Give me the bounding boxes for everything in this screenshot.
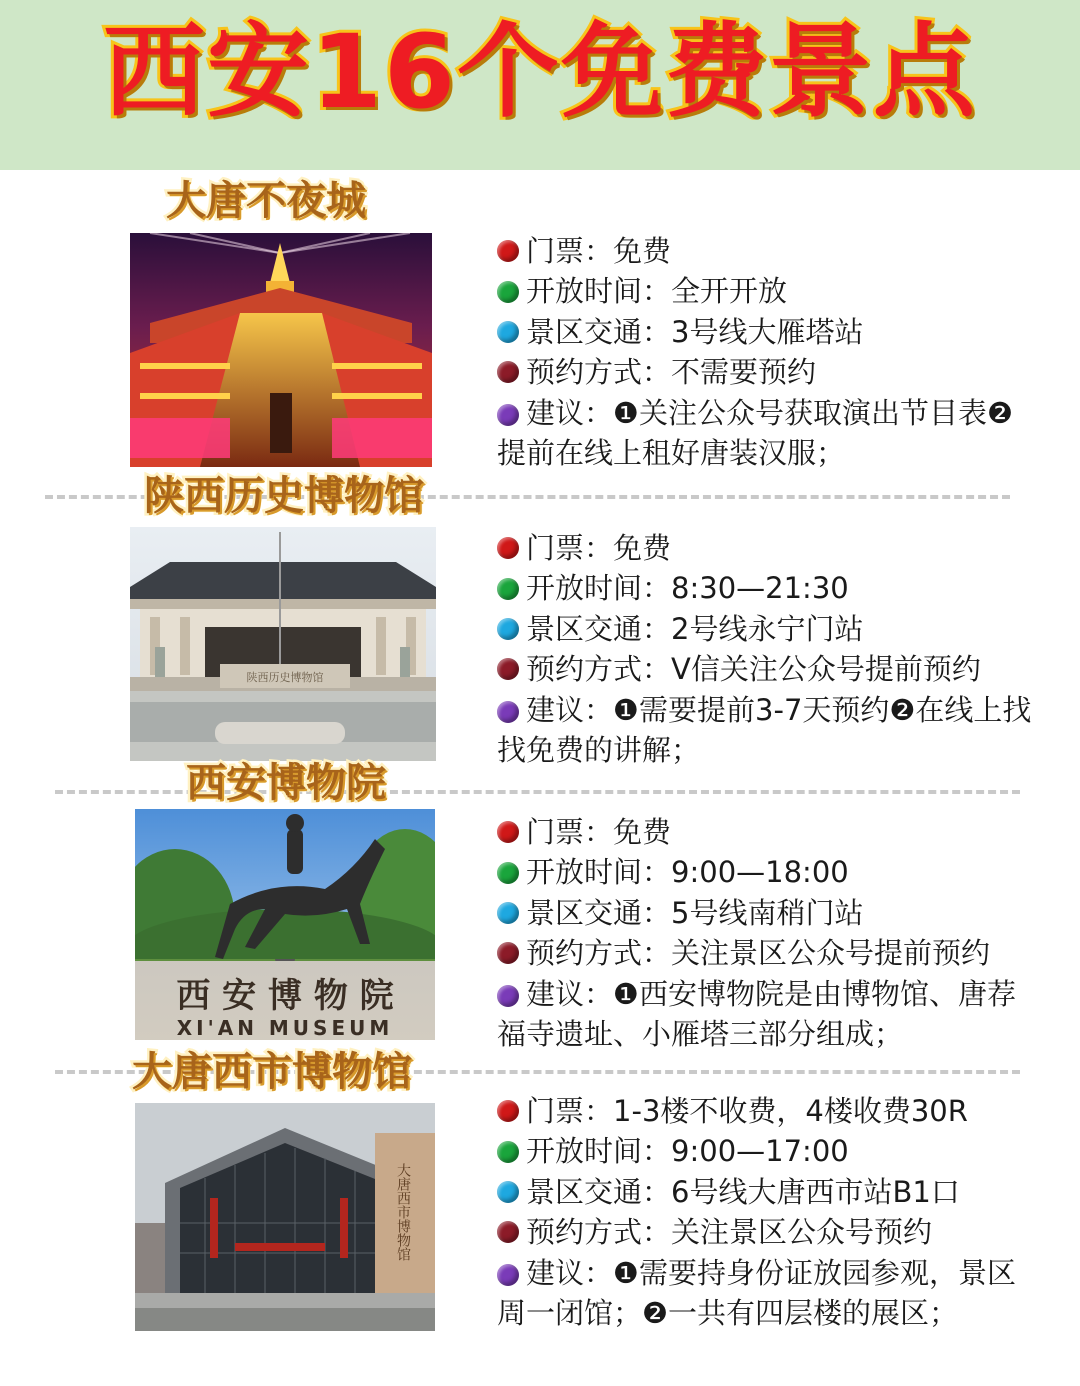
ticket-label: 门票 <box>526 815 585 849</box>
page-title: 西安16个免费景点 <box>103 13 977 132</box>
label-separator: ： <box>642 1134 672 1169</box>
section-info-shaanxi-history-museum <box>497 528 1037 770</box>
hours-value: 9:00—18:00 <box>671 855 849 890</box>
hours-label: 开放时间 <box>526 855 643 890</box>
section-title-datang-xishi-museum: 大唐西市博物馆 <box>132 1049 412 1095</box>
transit-row <box>497 312 1037 352</box>
facade-vertical-text: 大唐西市博物馆 <box>395 1163 411 1261</box>
transit-label: 景区交通 <box>526 611 643 646</box>
hours-label: 开放时间 <box>526 274 643 309</box>
label-separator: ： <box>642 274 672 309</box>
maroon-dot-icon <box>497 658 519 680</box>
ticket-row <box>497 1091 1037 1131</box>
advice-value: ❶需要持身份证放园参观，景区周一闭馆；❷一共有四层楼的展区； <box>497 1255 1017 1330</box>
hours-row <box>497 271 1037 311</box>
museum-sign-en: XI'AN MUSEUM <box>176 1016 394 1040</box>
advice-label: 建议 <box>526 1255 585 1290</box>
ticket-value: 免费 <box>613 531 672 565</box>
datang-xishi-museum-photo <box>135 1103 435 1331</box>
label-separator: ： <box>642 1215 672 1250</box>
advice-row <box>497 393 1037 474</box>
transit-value: 5号线南稍门站 <box>671 895 864 930</box>
label-separator: ： <box>584 976 614 1011</box>
xian-museum-photo <box>135 809 435 1040</box>
transit-value: 2号线永宁门站 <box>671 611 864 646</box>
hours-row <box>497 568 1037 608</box>
red-dot-icon <box>497 821 519 843</box>
red-dot-icon <box>497 537 519 559</box>
booking-row <box>497 352 1037 392</box>
label-separator: ： <box>642 571 672 606</box>
ticket-row <box>497 231 1037 271</box>
blue-dot-icon <box>497 618 519 640</box>
hours-label: 开放时间 <box>526 571 643 606</box>
hours-value: 8:30—21:30 <box>671 571 849 606</box>
datang-buyecheng-photo <box>130 233 432 467</box>
label-separator: ： <box>642 895 672 930</box>
advice-value: ❶关注公众号获取演出节目表❷提前在线上租好唐装汉服； <box>497 395 1014 470</box>
section-info-xian-museum <box>497 812 1037 1054</box>
booking-row <box>497 933 1037 973</box>
advice-value: ❶西安博物院是由博物馆、唐荐福寺遗址、小雁塔三部分组成； <box>497 976 1017 1051</box>
label-separator: ： <box>584 1255 614 1290</box>
blue-dot-icon <box>497 321 519 343</box>
ticket-row <box>497 812 1037 852</box>
transit-label: 景区交通 <box>526 314 643 349</box>
hours-value: 全开开放 <box>671 274 788 309</box>
blue-dot-icon <box>497 1181 519 1203</box>
night-city-illustration <box>130 233 432 467</box>
booking-label: 预约方式 <box>526 936 643 971</box>
booking-value: 关注景区公众号预约 <box>671 1215 933 1250</box>
advice-label: 建议 <box>526 692 585 727</box>
ticket-value: 免费 <box>613 815 672 849</box>
booking-row <box>497 649 1037 689</box>
booking-value: 不需要预约 <box>671 355 817 390</box>
section-info-datang-buyecheng <box>497 231 1037 473</box>
transit-row <box>497 893 1037 933</box>
museum-building-illustration <box>130 527 436 761</box>
red-dot-icon <box>497 1100 519 1122</box>
booking-label: 预约方式 <box>526 355 643 390</box>
booking-row <box>497 1212 1037 1252</box>
green-dot-icon <box>497 1141 519 1163</box>
booking-label: 预约方式 <box>526 1215 643 1250</box>
label-separator: ： <box>642 1174 672 1209</box>
ticket-label: 门票 <box>526 234 585 268</box>
hours-label: 开放时间 <box>526 1134 643 1169</box>
shaanxi-history-museum-photo <box>130 527 436 761</box>
red-dot-icon <box>497 240 519 262</box>
label-separator: ： <box>642 936 672 971</box>
purple-dot-icon <box>497 985 519 1007</box>
hours-row <box>497 852 1037 892</box>
label-separator: ： <box>584 692 614 727</box>
hours-value: 9:00—17:00 <box>671 1134 849 1169</box>
advice-row <box>497 1253 1037 1334</box>
transit-value: 6号线大唐西市站B1口 <box>671 1174 960 1209</box>
section-title-xian-museum: 西安博物院 <box>186 760 386 806</box>
label-separator: ： <box>642 314 672 349</box>
section-info-datang-xishi-museum <box>497 1091 1037 1333</box>
green-dot-icon <box>497 862 519 884</box>
label-separator: ： <box>642 855 672 890</box>
label-separator: ： <box>584 531 614 565</box>
maroon-dot-icon <box>497 1221 519 1243</box>
blue-dot-icon <box>497 902 519 924</box>
purple-dot-icon <box>497 1264 519 1286</box>
booking-label: 预约方式 <box>526 652 643 687</box>
section-title-datang-buyecheng: 大唐不夜城 <box>166 178 366 224</box>
label-separator: ： <box>584 395 614 430</box>
advice-value: ❶需要提前3-7天预约❷在线上找找免费的讲解； <box>497 692 1032 767</box>
booking-value: V信关注公众号提前预约 <box>671 652 981 687</box>
label-separator: ： <box>642 355 672 390</box>
label-separator: ： <box>642 611 672 646</box>
advice-row <box>497 974 1037 1055</box>
transit-value: 3号线大雁塔站 <box>671 314 864 349</box>
ticket-value: 免费 <box>613 234 672 268</box>
transit-row <box>497 1172 1037 1212</box>
transit-label: 景区交通 <box>526 1174 643 1209</box>
label-separator: ： <box>584 234 614 268</box>
ticket-value: 1-3楼不收费，4楼收费30R <box>613 1094 968 1128</box>
advice-label: 建议 <box>526 395 585 430</box>
modern-museum-illustration <box>135 1103 435 1331</box>
purple-dot-icon <box>497 701 519 723</box>
green-dot-icon <box>497 281 519 303</box>
maroon-dot-icon <box>497 361 519 383</box>
ticket-label: 门票 <box>526 531 585 565</box>
hours-row <box>497 1131 1037 1171</box>
ticket-label: 门票 <box>526 1094 585 1128</box>
horse-statue-illustration <box>135 809 435 1040</box>
purple-dot-icon <box>497 404 519 426</box>
section-title-shaanxi-history-museum: 陕西历史博物馆 <box>144 473 424 519</box>
maroon-dot-icon <box>497 942 519 964</box>
green-dot-icon <box>497 578 519 600</box>
transit-label: 景区交通 <box>526 895 643 930</box>
label-separator: ： <box>584 1094 614 1128</box>
advice-row <box>497 690 1037 771</box>
museum-sign-cn: 西 安 博 物 院 <box>176 976 394 1016</box>
label-separator: ： <box>642 652 672 687</box>
booking-value: 关注景区公众号提前预约 <box>671 936 991 971</box>
label-separator: ： <box>584 815 614 849</box>
museum-sign-text: 陕西历史博物馆 <box>246 671 324 684</box>
transit-row <box>497 609 1037 649</box>
ticket-row <box>497 528 1037 568</box>
advice-label: 建议 <box>526 976 585 1011</box>
